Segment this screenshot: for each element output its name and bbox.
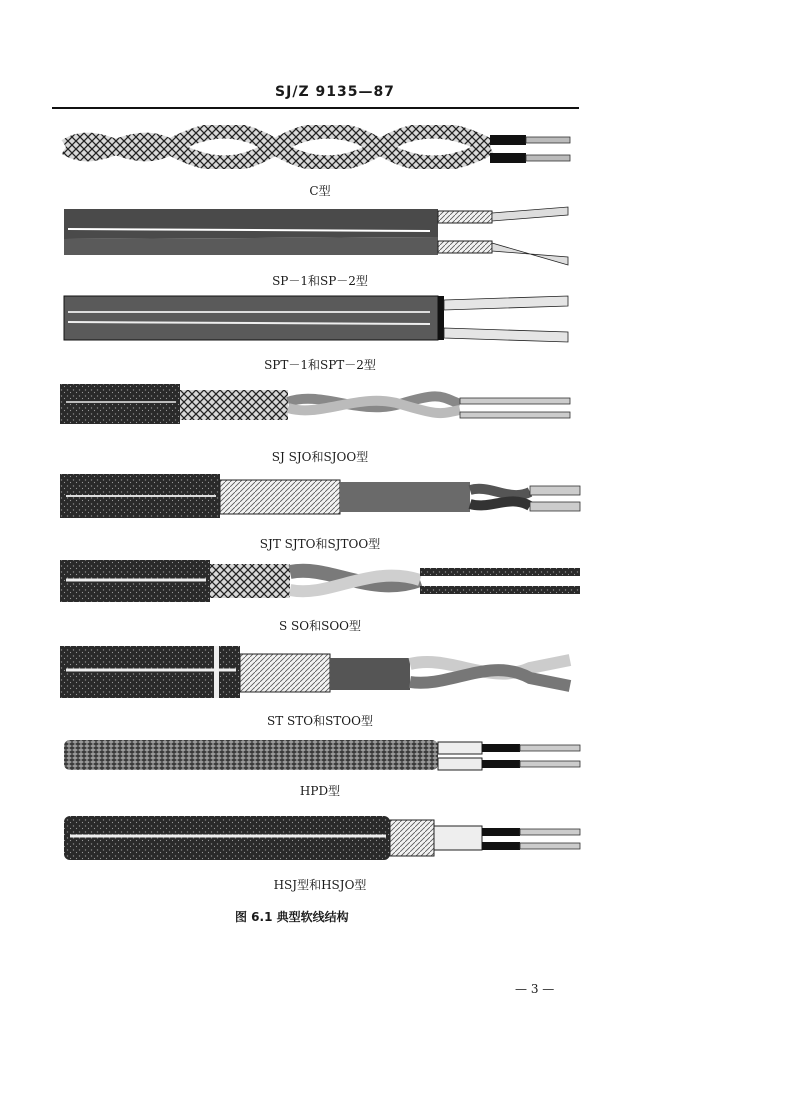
cable-st-label: ST STO和STOO型 xyxy=(266,714,373,728)
cable-hpd-illustration xyxy=(60,736,590,776)
cable-spt-illustration xyxy=(60,292,580,348)
cable-hpd-label: HPD型 xyxy=(299,784,341,798)
header-rule xyxy=(52,107,579,109)
cable-sjt-illustration xyxy=(60,472,590,522)
cable-sjt-label: SJT SJTO和SJTOO型 xyxy=(259,537,381,551)
cable-st-illustration xyxy=(60,642,590,704)
cable-sp-label: SP－1和SP－2型 xyxy=(272,274,368,288)
cable-c-label: C型 xyxy=(309,184,331,198)
cable-sp-illustration xyxy=(60,205,580,267)
cable-sj-illustration xyxy=(60,382,580,426)
cable-s-illustration xyxy=(60,558,590,606)
cable-spt-label: SPT－1和SPT－2型 xyxy=(264,358,376,372)
cable-hsj-illustration xyxy=(60,812,590,864)
cable-c-illustration xyxy=(60,125,580,169)
cable-s-label: S SO和SOO型 xyxy=(279,619,361,633)
document-code-header: SJ/Z 9135—87 xyxy=(275,84,395,100)
cable-hsj-label: HSJ型和HSJO型 xyxy=(273,878,367,892)
figure-caption: 图 6.1 典型软线结构 xyxy=(235,910,349,924)
page-number: — 3 — xyxy=(515,982,555,996)
cable-sj-label: SJ SJO和SJOO型 xyxy=(271,450,369,464)
